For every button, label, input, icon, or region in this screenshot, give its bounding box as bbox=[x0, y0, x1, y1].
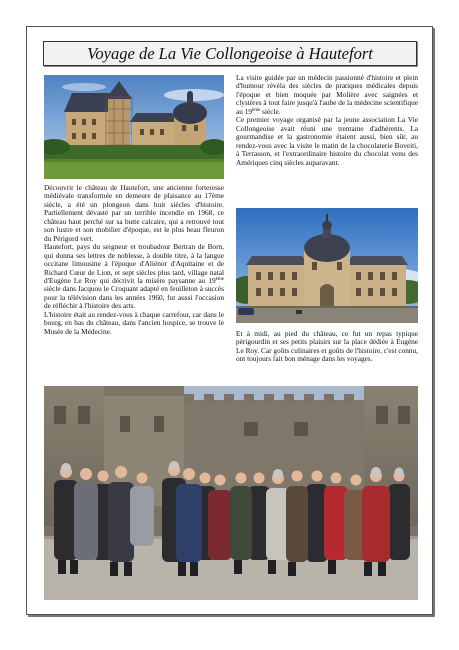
paragraph: Ce premier voyage organisé par la jeune association La Vie Collongeoise avait réuni une trentaine d'adhérents. La gourmandise et la gastronomie étaient aussi, bien sûr, au rendez-vous avec la visite le matin de la chocolaterie Boveiti, à Terrasson, et l'extraordinaire histoire du chocolat venu des Amériques cinq siècles auparavant. bbox=[236, 115, 418, 167]
hospice-photo bbox=[236, 208, 418, 323]
text-run: siècle dans Jacquou le Croquant adapté en feuilleton à succès pour la télévision dans les années 1960, fut aussi l'occasion de réfléchir à l'histoire des arts. bbox=[44, 284, 224, 311]
page-title: Voyage de La Vie Collongeoise à Hautefort bbox=[43, 41, 417, 66]
text-run: siècle. bbox=[260, 106, 281, 116]
group-photo bbox=[44, 386, 418, 600]
page-frame bbox=[26, 26, 433, 615]
paragraph: Et à midi, au pied du château, ce fut un repas typique périgourdin et ses petits plaisirs sur la place dédiée à Eugène Le Roy. Car goûts culinaires et goûts de l'histoire, c'est connu, ont toujours fait bon ménage dans les voyages. bbox=[236, 329, 418, 364]
text-run: Hautefort, pays du seigneur et troubadour Bertran de Born, qui donna ses lettres de noblesse, à double titre, à la langue occitane limousine à l'époque d'Aliénor d'Aquitaine et de Richard Cœur de Lion, et sept siècles plus tard, village natal d'Eugène Le Roy qui décrivit la misère paysanne au 19 bbox=[44, 242, 224, 285]
right-column-lower-text bbox=[236, 330, 418, 364]
paragraph bbox=[236, 74, 418, 116]
chateau-photo bbox=[44, 75, 224, 179]
right-column-text bbox=[236, 74, 418, 167]
superscript: ème bbox=[215, 276, 224, 282]
left-column-text bbox=[44, 184, 224, 336]
paragraph: L'histoire était au rendez-vous à chaque carrefour, car dans le bourg, en bas du château, dans l'ancien hospice, se trouve le Musée de la Médecine. bbox=[44, 309, 224, 336]
paragraph: Découvrir le château de Hautefort, une ancienne forteresse médiévale transformée en demeure de plaisance au 17ème siècle, a été un plongeon dans huit siècles d'histoire. Partiellement dévasté par un terrible incendie en 1968, ce château haut perché sur sa butte calcaire, qui a retrouvé tout son lustre et son mobilier d'époque, est le plus beau fleuron du Périgord vert. bbox=[44, 183, 224, 243]
paragraph bbox=[44, 243, 224, 311]
text-run: La visite guidée par un médecin passionné d'histoire et plein d'humour révéla des siècles de pratiques médicales depuis l'époque et bien moquée par Molière avec saignées et clystères à tout faire jusqu'à l'aube de la médecine scientifique au 19 bbox=[236, 73, 418, 116]
superscript: ème bbox=[252, 107, 261, 113]
